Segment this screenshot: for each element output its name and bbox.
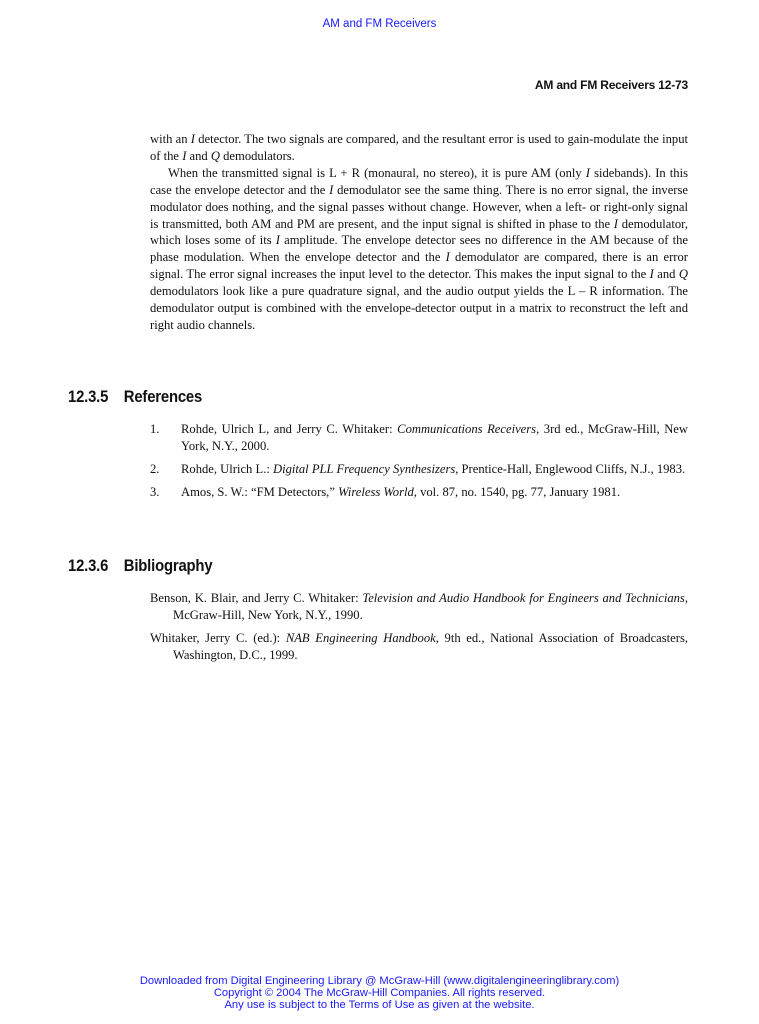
text-run: , McGraw-Hill, New York, N.Y., 1990.: [173, 591, 688, 622]
italic-text: Q: [678, 267, 689, 282]
text-run: Rohde, Ulrich L.:: [181, 461, 273, 476]
footer-terms[interactable]: Any use is subject to the Terms of Use as given at the website.: [224, 999, 535, 1011]
text-run: demodulator are compared, there is an error signal. The error signal increases the input level to the detector. This makes the input signal to the: [150, 250, 688, 282]
bibliography-section-title: Bibliography: [123, 557, 213, 575]
reference-text: [181, 422, 688, 453]
references-heading: [68, 388, 202, 407]
italic-text: Television and Audio Handbook for Engineers and Technicians: [362, 591, 685, 605]
text-run: When the transmitted signal is L + R (monaural, no stereo), it is pure AM (only: [168, 165, 586, 180]
italic-text: NAB Engineering Handbook: [285, 630, 436, 645]
text-run: , vol. 87, no. 1540, pg. 77, January 1981.: [413, 484, 621, 499]
body-paragraph-2: [150, 165, 688, 334]
italic-text: I: [585, 165, 590, 180]
references-section-number: 12.3.5: [68, 388, 109, 406]
text-run: demodulator, which loses some of its: [150, 216, 688, 248]
italic-text: I: [329, 182, 334, 197]
text-run: Rohde, Ulrich L, and Jerry C. Whitaker:: [181, 422, 398, 436]
text-run: , Prentice-Hall, Englewood Cliffs, N.J., 1983.: [455, 461, 686, 476]
bibliography-section-number: 12.3.6: [68, 557, 109, 575]
italic-text: I: [649, 267, 654, 282]
text-run: and: [653, 267, 679, 282]
text-run: demodulator see the same thing. There is no error signal, the inverse modulator does nothing, and the signal passes without change. However, when a left- or right-only signal is transmitted, both AM and PM are present, and the input signal is shifted in phase to the: [150, 182, 688, 231]
references-list: [150, 421, 688, 507]
body-text: [150, 131, 688, 334]
bibliography-item-1: [150, 590, 688, 624]
reference-item-1: [150, 421, 688, 455]
text-run: Amos, S. W.: “FM Detectors,”: [181, 484, 339, 499]
text-run: sidebands). In this case the envelope detector and the: [150, 165, 688, 197]
italic-text: I: [182, 148, 187, 163]
top-header-link[interactable]: AM and FM Receivers: [322, 18, 437, 30]
text-run: Whitaker, Jerry C. (ed.):: [150, 630, 286, 645]
italic-text: Q: [210, 148, 220, 163]
references-section-title: References: [123, 388, 203, 406]
running-head: AM and FM Receivers 12-73: [534, 78, 688, 92]
reference-item-3: [150, 484, 688, 501]
footer-download-link[interactable]: Downloaded from Digital Engineering Library @ McGraw-Hill (www.digitalengineeringlibrary.com): [139, 975, 620, 987]
text-run: and: [186, 148, 211, 163]
italic-text: Communications Receivers: [397, 422, 537, 436]
reference-item-2: [150, 461, 688, 478]
text-run: amplitude. The envelope detector sees no difference in the AM because of the phase modulation. When the envelope detector and the: [150, 233, 688, 265]
italic-text: Digital PLL Frequency Synthesizers: [273, 461, 456, 476]
reference-text: [181, 462, 685, 476]
text-run: Benson, K. Blair, and Jerry C. Whitaker:: [150, 591, 363, 605]
bibliography-heading: [68, 557, 212, 576]
text-run: , 3rd ed., McGraw-Hill, New York, N.Y., 2000.: [181, 422, 688, 453]
text-run: with an: [150, 132, 191, 146]
italic-text: I: [190, 132, 195, 146]
text-run: demodulators.: [219, 148, 295, 163]
bibliography-list: [150, 590, 688, 670]
reference-text: [181, 485, 620, 499]
text-run: detector. The two signals are compared, and the resultant error is used to gain-modulate the input of the: [150, 132, 689, 163]
body-paragraph-1: [150, 131, 688, 165]
reference-number: 3.: [150, 484, 160, 499]
italic-text: I: [275, 233, 280, 248]
text-run: , 9th ed., National Association of Broadcasters, Washington, D.C., 1999.: [173, 630, 688, 662]
italic-text: I: [613, 216, 618, 231]
reference-number: 1.: [150, 422, 160, 436]
reference-number: 2.: [150, 461, 160, 476]
footer-copyright: Copyright © 2004 The McGraw-Hill Companies. All rights reserved.: [213, 987, 546, 999]
italic-text: Wireless World: [338, 484, 414, 499]
text-run: demodulators look like a pure quadrature signal, and the audio output yields the L – R information. The demodulator output is combined with the envelope-detector output in a matrix to reconstruct the left and right audio channels.: [150, 284, 688, 332]
bibliography-item-2: [150, 630, 688, 664]
footer-notice: [0, 975, 759, 1011]
italic-text: I: [445, 250, 450, 265]
